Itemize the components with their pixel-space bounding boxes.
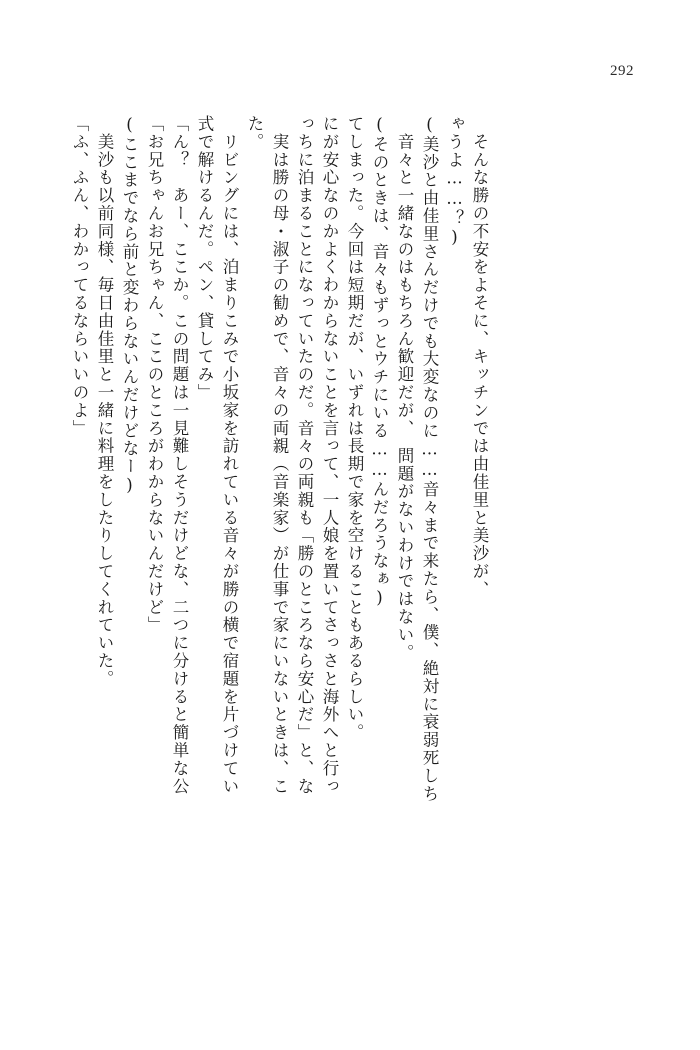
text-line: (そのときは、音々もずっとウチにいる……んだろうなぁ) xyxy=(370,115,389,609)
text-line: 式で解けるんだ。ペン、貸してみ」 xyxy=(195,115,214,402)
text-line: てしまった。今回は短期だが、いずれは長期で家を空けることもあるらしい。 xyxy=(345,115,364,742)
text-line: 実は勝の母・淑子の勧めで、音々の両親（音楽家）が仕事で家にいないときは、こ xyxy=(270,115,289,796)
text-line: ゃうよ……？) xyxy=(445,115,464,248)
text-line: 「ん？ あー、ここか。この問題は一見難しそうだけどな、二つに分けると簡単な公 xyxy=(170,115,189,796)
page-number: 292 xyxy=(610,63,634,79)
text-line: っちに泊まることになっていたのだ。音々の両親も「勝のところなら安心だ」と、な xyxy=(295,115,314,796)
text-line: た。 xyxy=(245,115,264,151)
text-line: にが安心なのかよくわからないことを言って、一人娘を置いてさっさと海外へと行っ xyxy=(320,115,339,796)
text-line: リビングには、泊まりこみで小坂家を訪れている音々が勝の横で宿題を片づけてい xyxy=(220,115,239,796)
text-line: (ここまでなら前と変わらないんだけどなー) xyxy=(120,115,139,496)
text-line: 音々と一緒なのはもちろん歓迎だが、 問題がないわけではない。 xyxy=(395,115,414,662)
text-line: 美沙も以前同様、毎日由佳里と一緒に料理をしたりしてくれていた。 xyxy=(95,115,114,688)
text-line: 「ふ、ふん、わかってるならいいのよ」 xyxy=(70,115,89,438)
text-line: 「お兄ちゃんお兄ちゃん、ここのところがわからないんだけど」 xyxy=(145,115,164,635)
page-text-body xyxy=(62,115,638,975)
text-line: そんな勝の不安をよそに、キッチンでは由佳里と美沙が、 xyxy=(470,115,489,599)
text-line: (美沙と由佳里さんだけでも大変なのに……音々まで来たら、僕、絶対に衰弱死しち xyxy=(420,115,439,803)
